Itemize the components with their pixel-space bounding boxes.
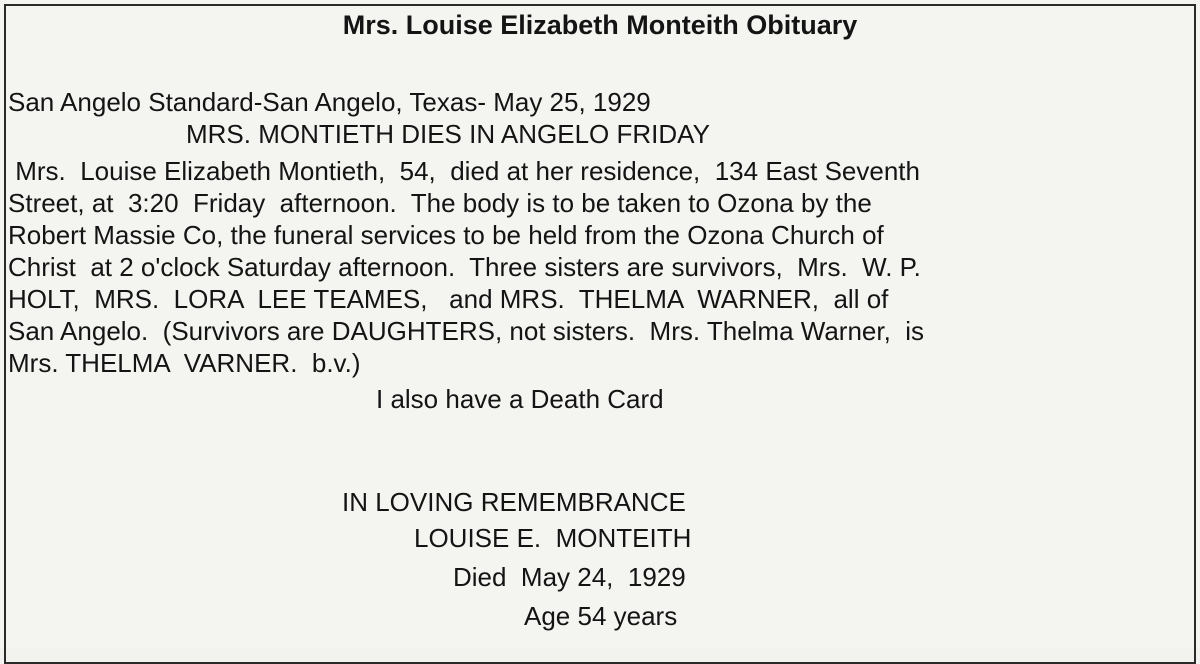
card-line-remembrance: IN LOVING REMEMBRANCE [342,487,686,517]
source-line: San Angelo Standard-San Angelo, Texas- May 25, 1929 [8,87,651,117]
card-line-died: Died May 24, 1929 [453,562,686,592]
headline: MRS. MONTIETH DIES IN ANGELO FRIDAY [186,119,710,149]
body-line: HOLT, MRS. LORA LEE TEAMES, and MRS. THELMA WARNER, all of [8,284,889,314]
page-title: Mrs. Louise Elizabeth Monteith Obituary [342,10,858,40]
body-line: Robert Massie Co, the funeral services to be held from the Ozona Church of [8,220,884,250]
card-line-name: LOUISE E. MONTEITH [414,523,692,553]
body-line: Street, at 3:20 Friday afternoon. The body is to be taken to Ozona by the [8,188,872,218]
card-line-age: Age 54 years [524,601,678,631]
body-line: San Angelo. (Survivors are DAUGHTERS, not sisters. Mrs. Thelma Warner, is [8,316,925,346]
body-line: Mrs. THELMA VARNER. b.v.) [8,348,361,378]
body-line: Mrs. Louise Elizabeth Montieth, 54, died at her residence, 134 East Seventh [8,156,920,186]
body-line: Christ at 2 o'clock Saturday afternoon. Three sisters are survivors, Mrs. W. P. [8,252,921,282]
death-card-note: I also have a Death Card [376,384,664,414]
